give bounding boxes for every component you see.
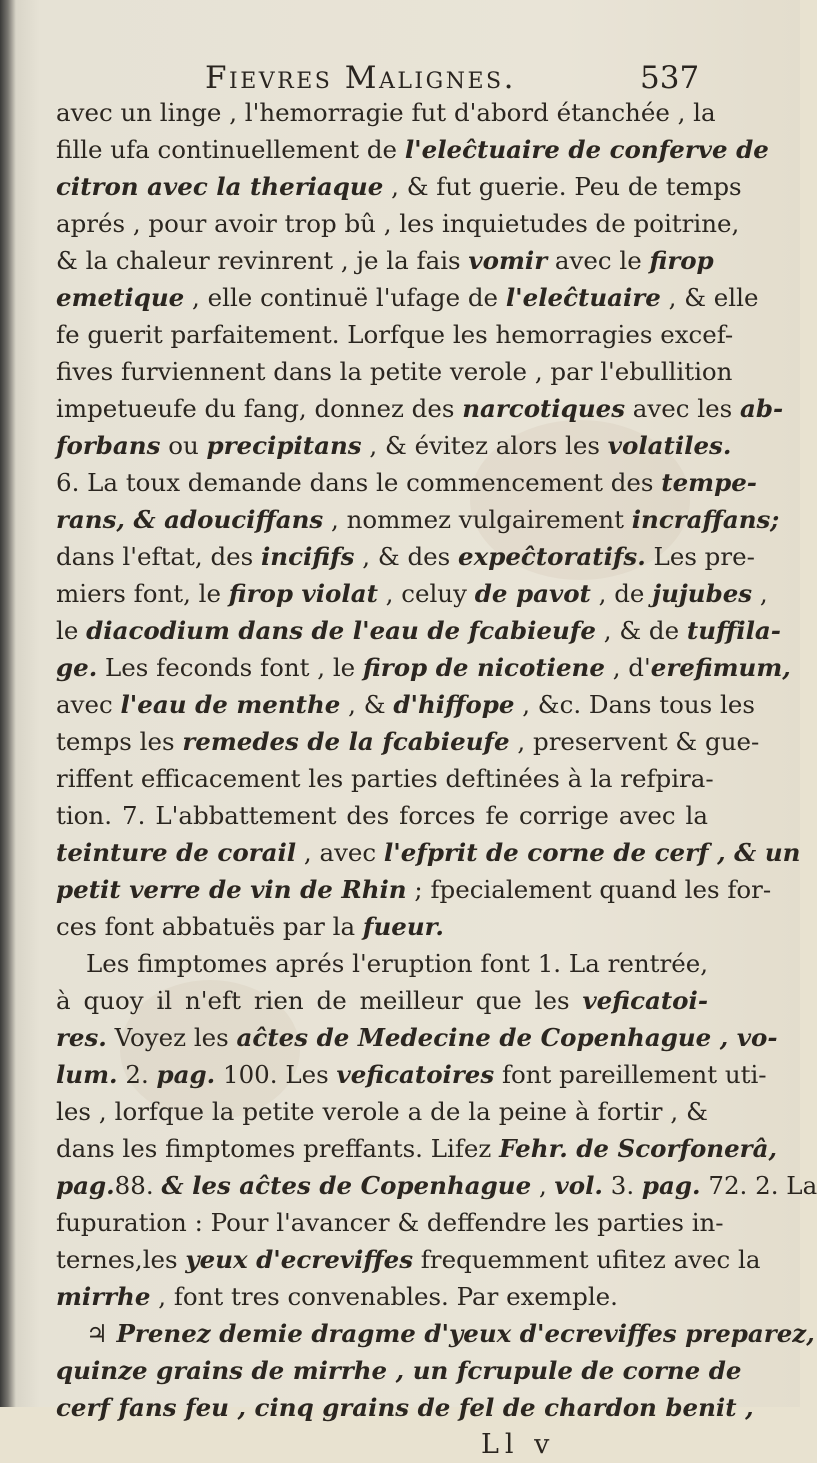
text-segment: 100. Les [215, 1060, 337, 1089]
text-line [56, 168, 742, 205]
italic-segment: narcotiques [462, 394, 626, 423]
text-line [56, 1389, 754, 1426]
page-number: 537 [640, 60, 700, 96]
italic-segment: pag. [56, 1171, 115, 1200]
text-segment: riffent efficacement les parties deftinées à la refpira- [56, 764, 714, 793]
text-line [56, 612, 781, 649]
italic-segment: firop [649, 246, 714, 275]
text-line [56, 427, 732, 464]
text-segment: , & des [354, 542, 458, 571]
text-segment: , & fut guerie. Peu de temps [383, 172, 742, 201]
italic-segment: expeĉtoratifs. [458, 542, 646, 571]
text-line [56, 205, 740, 242]
text-line [56, 575, 768, 612]
text-segment: & la chaleur revinrent , je la fais [56, 246, 469, 275]
text-segment: , & [340, 690, 394, 719]
italic-segment: teinture de corail [56, 838, 297, 867]
text-segment: avec les [625, 394, 740, 423]
text-segment: le [56, 616, 87, 645]
text-segment: avec le [547, 246, 650, 275]
text-segment: avec un linge , l'hemorragie fut d'abord étanchée , la [56, 98, 716, 127]
text-segment: Voyez les [106, 1023, 237, 1052]
italic-segment: mirrhe [56, 1282, 151, 1311]
italic-segment: vomir [468, 246, 548, 275]
text-segment: aprés , pour avoir trop bû , les inquietudes de poitrine, [56, 209, 740, 238]
text-line [56, 279, 759, 316]
italic-segment: veficatoi- [582, 986, 708, 1015]
text-line [56, 538, 755, 575]
text-segment: , elle continuë l'ufage de [184, 283, 506, 312]
text-segment: , & évitez alors les [361, 431, 608, 460]
text-line [56, 797, 708, 834]
text-line [56, 131, 769, 168]
italic-segment: forbans [56, 431, 161, 460]
italic-segment: lum. [56, 1060, 118, 1089]
italic-segment: & les aĉtes de Copenhague [161, 1171, 532, 1200]
text-line [56, 242, 714, 279]
italic-segment: pag. [641, 1171, 701, 1200]
text-line [56, 1167, 817, 1204]
text-line [56, 834, 801, 871]
text-segment: dans les fimptomes preffants. Lifez [56, 1134, 500, 1163]
italic-segment: vol. [554, 1171, 603, 1200]
text-line [56, 1352, 742, 1389]
text-line [56, 686, 755, 723]
italic-segment: emetique [56, 283, 185, 312]
text-segment: , nommez vulgairement [323, 505, 632, 534]
text-line [56, 1093, 708, 1130]
text-line [56, 94, 716, 131]
text-segment: fe guerit parfaitement. Lorfque les hemorragies excef- [56, 320, 734, 349]
text-segment: ces font abbatuës par la [56, 912, 363, 941]
text-segment: , font tres convenables. Par exemple. [150, 1282, 618, 1311]
text-line [56, 908, 708, 945]
text-segment: dans l'eftat, des [56, 542, 261, 571]
italic-segment: aĉtes de Medecine de Copenhague , vo- [236, 1023, 778, 1052]
italic-segment: ge. [56, 653, 98, 682]
italic-segment: l'efprit de corne de cerf , & un [383, 838, 801, 867]
italic-segment: ab- [739, 394, 784, 423]
text-segment: Les fimptomes aprés l'eruption font 1. La rentrée, [86, 949, 708, 978]
italic-segment: rans, & adouciffans [56, 505, 324, 534]
text-segment: frequemment ufitez avec la [413, 1245, 761, 1274]
italic-segment: petit verre de vin de Rhin [56, 875, 407, 904]
text-segment: 2. [117, 1060, 157, 1089]
italic-segment: incififs [260, 542, 355, 571]
italic-segment: remedes de la fcabieufe [182, 727, 510, 756]
text-segment: à quoy il n'eft rien de meilleur que les [56, 986, 583, 1015]
text-line [56, 1204, 724, 1241]
text-line [56, 316, 734, 353]
text-line [56, 390, 784, 427]
text-segment: , [531, 1171, 555, 1200]
italic-segment: cerf fans feu , cinq grains de fel de chardon benit , [56, 1393, 754, 1422]
text-line [56, 353, 733, 390]
text-line [56, 501, 780, 538]
text-line [56, 649, 791, 686]
text-segment: , & elle [660, 283, 759, 312]
text-segment: , [752, 579, 768, 608]
text-segment: 72. 2. La [700, 1171, 817, 1200]
text-line [56, 945, 708, 982]
italic-segment: l'eleĉtuaire [505, 283, 661, 312]
italic-segment: l'eleĉtuaire de conferve de [404, 135, 769, 164]
text-segment: ou [160, 431, 207, 460]
text-segment: temps les [56, 727, 183, 756]
text-line [56, 1315, 815, 1352]
italic-segment: d'hiffope [393, 690, 515, 719]
italic-segment: erefimum, [650, 653, 791, 682]
italic-segment: pag. [156, 1060, 216, 1089]
signature-mark: Ll v [481, 1429, 556, 1460]
text-segment: ternes,les [56, 1245, 186, 1274]
italic-segment: firop de nicotiene [362, 653, 605, 682]
text-segment: 6. La toux demande dans le commencement des [56, 468, 662, 497]
italic-segment: yeux d'ecreviffes [185, 1245, 413, 1274]
text-line [56, 723, 760, 760]
text-segment: avec [56, 690, 121, 719]
italic-segment: jujubes [652, 579, 753, 608]
italic-segment: fueur. [362, 912, 444, 941]
text-segment: fille ufa continuellement de [56, 135, 405, 164]
text-line [56, 982, 708, 1019]
text-segment: les , lorfque la petite verole a de la peine à fortir , & [56, 1097, 708, 1126]
text-line [56, 760, 714, 797]
text-segment: fupuration : Pour l'avancer & deffendre les parties in- [56, 1208, 724, 1237]
text-segment: , &c. Dans tous les [514, 690, 755, 719]
italic-segment: precipitans [206, 431, 362, 460]
italic-segment: volatiles. [607, 431, 732, 460]
text-segment: tion. 7. L'abbattement des forces fe corrige avec la [56, 801, 708, 830]
italic-segment: tempe- [661, 468, 757, 497]
italic-segment: de pavot [474, 579, 591, 608]
running-title: Fievres Malignes. [205, 60, 516, 96]
body-text [56, 94, 817, 1463]
text-segment: 88. [114, 1171, 162, 1200]
text-segment: font pareillement uti- [494, 1060, 767, 1089]
text-segment: 3. [602, 1171, 642, 1200]
text-segment: , de [590, 579, 653, 608]
text-line [56, 1056, 767, 1093]
italic-segment: l'eau de menthe [120, 690, 341, 719]
italic-segment: incraffans; [631, 505, 780, 534]
italic-segment: res. [56, 1023, 107, 1052]
italic-segment: ♃ Prenez demie dragme d'yeux d'ecreviffes preparez, [86, 1319, 815, 1348]
text-segment: , avec [296, 838, 384, 867]
text-segment: impetueufe du fang, donnez des [56, 394, 463, 423]
text-segment: , preservent & gue- [509, 727, 760, 756]
text-segment: Les pre- [645, 542, 755, 571]
text-segment: ; fpecialement quand les for- [406, 875, 772, 904]
text-segment: , & de [595, 616, 687, 645]
text-segment: Les feconds font , le [97, 653, 363, 682]
text-segment: , celuy [377, 579, 475, 608]
text-line [56, 464, 757, 501]
text-line [56, 871, 772, 908]
text-line [56, 1019, 778, 1056]
text-segment: miers font, le [56, 579, 229, 608]
italic-segment: veficatoires [336, 1060, 495, 1089]
text-line [56, 1130, 777, 1167]
italic-segment: tuffila- [686, 616, 781, 645]
text-segment: fives furviennent dans la petite verole , par l'ebullition [56, 357, 733, 386]
italic-segment: firop violat [228, 579, 378, 608]
italic-segment: citron avec la theriaque [56, 172, 384, 201]
text-segment: , d' [604, 653, 651, 682]
italic-segment: diacodium dans de l'eau de fcabieufe [86, 616, 596, 645]
text-line [56, 1278, 708, 1315]
text-line [56, 1241, 761, 1278]
italic-segment: Fehr. de Scorfonerâ, [499, 1134, 777, 1163]
italic-segment: quinze grains de mirrhe , un fcrupule de corne de [56, 1356, 742, 1385]
